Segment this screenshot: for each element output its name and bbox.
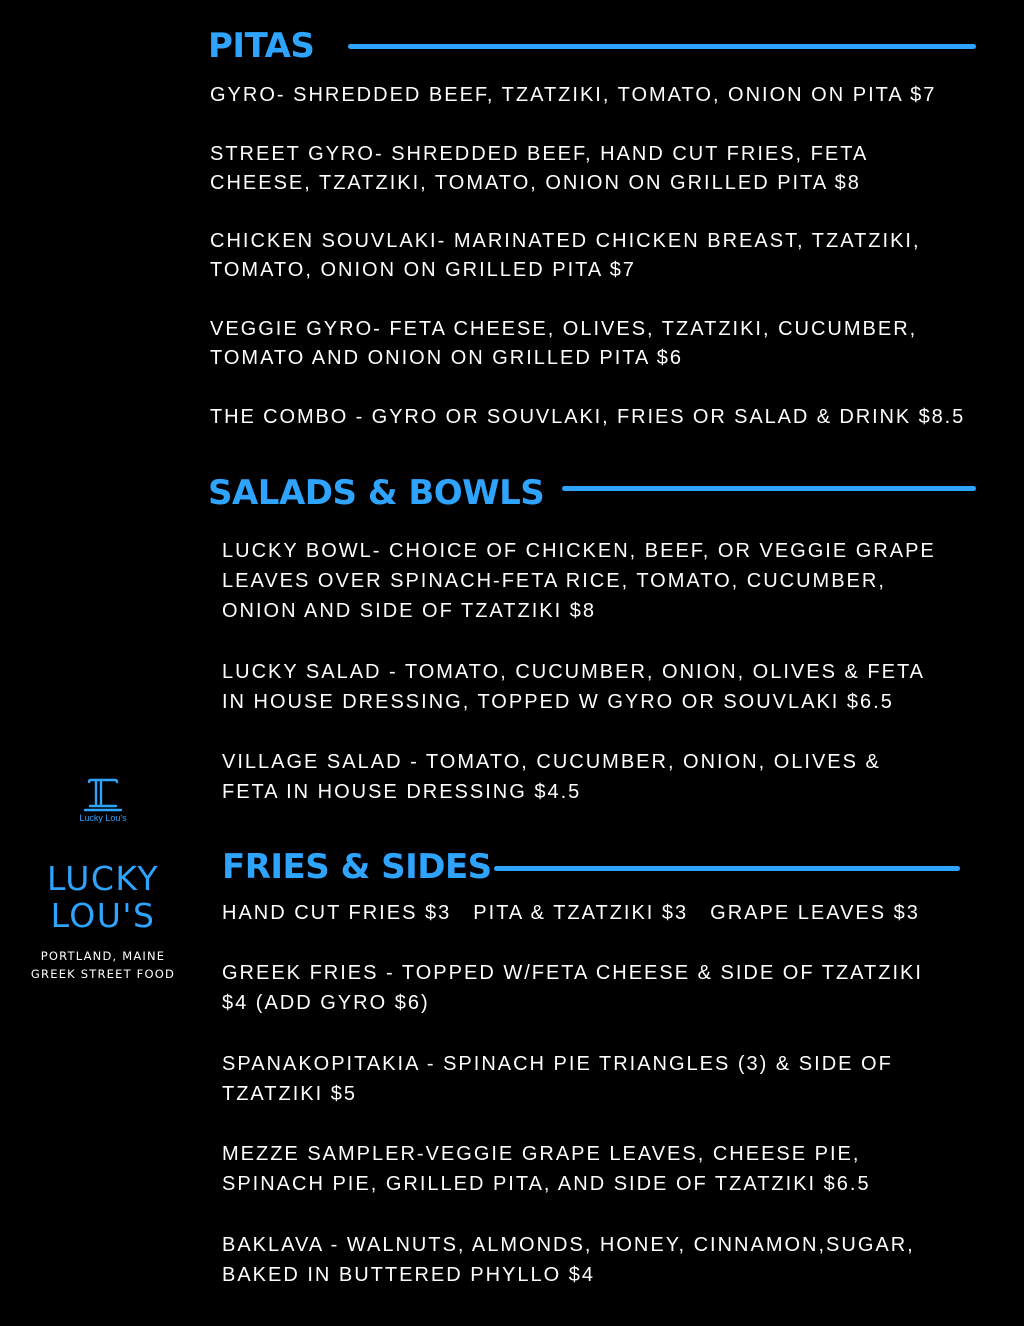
menu-item-line: THE COMBO - GYRO OR SOUVLAKI, FRIES OR SALAD & DRINK $8.5	[210, 406, 966, 428]
logo-caption: Lucky Lou's	[79, 813, 127, 823]
menu-item-hand-cut-fries: HAND CUT FRIES $3	[222, 902, 452, 924]
menu-item-line: CHICKEN SOUVLAKI- MARINATED CHICKEN BREAST, TZATZIKI,	[210, 230, 921, 252]
menu-item-line: TOMATO, ONION ON GRILLED PITA $7	[210, 259, 636, 281]
menu-item-baklava	[222, 1230, 915, 1290]
menu-item-line: LEAVES OVER SPINACH-FETA RICE, TOMATO, CUCUMBER,	[222, 570, 886, 592]
tagline-line: PORTLAND, MAINE	[40, 949, 166, 963]
menu-item-line: MEZZE SAMPLER-VEGGIE GRAPE LEAVES, CHEESE PIE,	[222, 1143, 861, 1165]
menu-item-gyro	[210, 81, 936, 110]
menu-item-line: FETA IN HOUSE DRESSING $4.5	[222, 781, 582, 803]
menu-item-line: TOMATO AND ONION ON GRILLED PITA $6	[210, 347, 684, 369]
menu-item-mezze-sampler	[222, 1139, 871, 1199]
menu-item-line: $4 (ADD GYRO $6)	[222, 992, 430, 1014]
brand-name-line: LUCKY	[46, 859, 160, 898]
tagline-line: GREEK STREET FOOD	[30, 967, 176, 981]
section-title-salads-bowls: SALADS & BOWLS	[208, 473, 545, 513]
menu-item-village-salad	[222, 747, 881, 807]
menu-item-line: TZATZIKI $5	[222, 1083, 357, 1105]
menu-item-combo	[210, 403, 965, 432]
menu-item-spanakopitakia	[222, 1049, 893, 1109]
menu-item-pita-tzatziki: PITA & TZATZIKI $3	[473, 902, 689, 924]
section-title-pitas: PITAS	[208, 26, 315, 66]
brand-tagline	[20, 947, 186, 983]
menu-item-line: STREET GYRO- SHREDDED BEEF, HAND CUT FRIES, FETA	[210, 143, 869, 165]
menu-item-line: IN HOUSE DRESSING, TOPPED W GYRO OR SOUVLAKI $6.5	[222, 691, 894, 713]
menu-item-chicken-souvlaki	[210, 227, 921, 285]
menu-item-line: VEGGIE GYRO- FETA CHEESE, OLIVES, TZATZIKI, CUCUMBER,	[210, 318, 918, 340]
section-title-fries-sides: FRIES & SIDES	[222, 847, 492, 887]
menu-item-line: LUCKY SALAD - TOMATO, CUCUMBER, ONION, OLIVES & FETA	[222, 661, 926, 683]
menu-item-veggie-gyro	[210, 315, 917, 373]
menu-item-line: GREEK FRIES - TOPPED W/FETA CHEESE & SIDE OF TZATZIKI	[222, 962, 923, 984]
menu-item-line: VILLAGE SALAD - TOMATO, CUCUMBER, ONION, OLIVES &	[222, 751, 881, 773]
menu-item-greek-fries	[222, 958, 923, 1018]
menu-item-line: SPANAKOPITAKIA - SPINACH PIE TRIANGLES (3) & SIDE OF	[222, 1053, 893, 1075]
menu-item-line: LUCKY BOWL- CHOICE OF CHICKEN, BEEF, OR VEGGIE GRAPE	[222, 540, 936, 562]
menu-item-line: BAKLAVA - WALNUTS, ALMONDS, HONEY, CINNAMON,SUGAR,	[222, 1234, 915, 1256]
brand-name-line: LOU'S	[50, 896, 156, 935]
menu-item-lucky-bowl	[222, 536, 936, 626]
menu-item-line: CHEESE, TZATZIKI, TOMATO, ONION ON GRILLED PITA $8	[210, 172, 861, 194]
section-divider-pitas	[348, 44, 976, 49]
brand-name	[20, 860, 186, 934]
section-divider-salads-bowls	[562, 486, 976, 491]
menu-item-street-gyro	[210, 140, 868, 198]
menu-item-lucky-salad	[222, 657, 925, 717]
menu-item-line: GYRO- SHREDDED BEEF, TZATZIKI, TOMATO, ONION ON PITA $7	[210, 84, 937, 106]
menu-quick-items	[222, 898, 920, 928]
menu-item-line: SPINACH PIE, GRILLED PITA, AND SIDE OF TZATZIKI $6.5	[222, 1173, 871, 1195]
section-divider-fries-sides	[494, 866, 960, 871]
menu-item-line: BAKED IN BUTTERED PHYLLO $4	[222, 1264, 595, 1286]
menu-item-line: ONION AND SIDE OF TZATZIKI $8	[222, 600, 596, 622]
menu-item-grape-leaves: GRAPE LEAVES $3	[710, 902, 920, 924]
